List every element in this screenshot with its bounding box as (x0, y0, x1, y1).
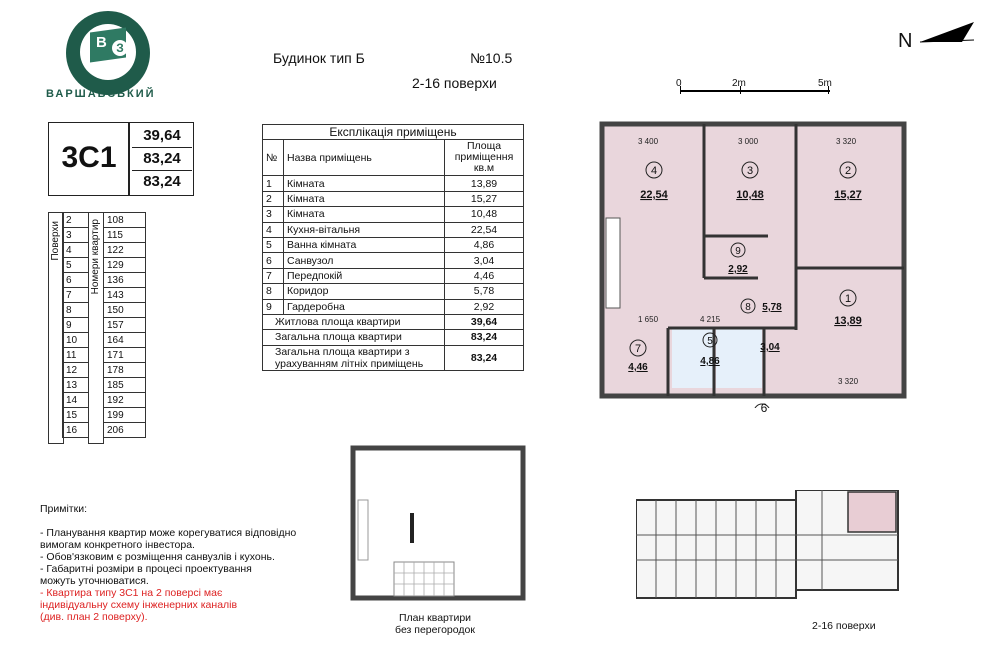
floor-number: 16 (63, 423, 89, 438)
number-label-cell (88, 212, 104, 444)
north-arrow-icon (918, 18, 976, 46)
room-no: 7 (263, 268, 284, 283)
explication-row (263, 268, 524, 283)
apartment-plan (598, 118, 910, 408)
room-area: 10,48 (445, 207, 524, 222)
north-label: N (898, 30, 913, 52)
plan-dim-2: 3 000 (738, 137, 759, 146)
explication-table (262, 124, 524, 371)
empty-plan-caption: План квартири без перегородок (395, 612, 475, 636)
explication-total-row (263, 330, 524, 345)
apartment-number: 157 (104, 318, 146, 333)
room-no: 5 (263, 237, 284, 252)
room-name: Кімната (284, 207, 445, 222)
apartment-number: 143 (104, 288, 146, 303)
apartment-number: 129 (104, 258, 146, 273)
plan-dim-10: 1 650 (638, 315, 659, 324)
explication-title: Експлікація приміщень (263, 125, 524, 140)
plan-dim-24: 3 320 (838, 377, 859, 386)
scale-label-5m: 5m (818, 78, 832, 89)
room-name: Коридор (284, 284, 445, 299)
total-value: 39,64 (445, 314, 524, 329)
room-1-num: 1 (844, 293, 852, 305)
brand-name: ВАРШАВСЬКИЙ (46, 88, 156, 100)
explication-row (263, 191, 524, 206)
logo-letter-2: З (112, 40, 128, 56)
floor-number: 3 (63, 228, 89, 243)
note-line: можуть уточнюватися. (40, 575, 149, 587)
explication-row (263, 176, 524, 191)
room-no: 9 (263, 299, 284, 314)
explication-row (263, 237, 524, 252)
floors-range: 2-16 поверхи (412, 75, 497, 91)
explication-total-row (263, 345, 524, 370)
room-9-area: 2,92 (728, 264, 748, 275)
room-5-num: 5 (707, 336, 713, 347)
col-name: Назва приміщень (284, 140, 445, 176)
room-2-area: 15,27 (834, 189, 862, 201)
room-name: Кімната (284, 191, 445, 206)
notes (40, 503, 310, 623)
plan-dim-1: 3 400 (638, 137, 659, 146)
plan-dim-3: 3 320 (836, 137, 857, 146)
floor-number: 6 (63, 273, 89, 288)
room-6-area: 3,04 (760, 342, 780, 353)
floor-plan-caption: 2-16 поверхи (812, 620, 876, 632)
room-area: 22,54 (445, 222, 524, 237)
room-1-area: 13,89 (834, 315, 862, 327)
room-name: Санвузол (284, 253, 445, 268)
apartments-column (103, 212, 146, 438)
room-area: 4,46 (445, 268, 524, 283)
room-no: 4 (263, 222, 284, 237)
apartment-number: 136 (104, 273, 146, 288)
apartment-number: 164 (104, 333, 146, 348)
room-area: 13,89 (445, 176, 524, 191)
room-5-area: 4,86 (700, 356, 720, 367)
room-no: 2 (263, 191, 284, 206)
room-area: 15,27 (445, 191, 524, 206)
room-area: 4,86 (445, 237, 524, 252)
floors-column (62, 212, 89, 438)
room-7-num: 7 (634, 343, 642, 355)
room-name: Ванна кімната (284, 237, 445, 252)
floor-number: 2 (63, 213, 89, 228)
apartment-number: 192 (104, 393, 146, 408)
apartment-code: 3С1 (61, 141, 117, 174)
room-8-area: 5,78 (762, 302, 782, 313)
code-divider (128, 122, 130, 195)
floor-label: Поверхи (50, 221, 61, 261)
floor-number: 7 (63, 288, 89, 303)
area-living: 39,64 (132, 124, 192, 148)
apartment-number: 150 (104, 303, 146, 318)
floor-number: 8 (63, 303, 89, 318)
explication-row (263, 299, 524, 314)
room-4-area: 22,54 (640, 189, 668, 201)
explication-row (263, 284, 524, 299)
room-name: Кімната (284, 176, 445, 191)
explication-row (263, 207, 524, 222)
total-value: 83,24 (445, 330, 524, 345)
room-3-area: 10,48 (736, 189, 764, 201)
apartment-number: 185 (104, 378, 146, 393)
building-type: Будинок тип Б (273, 50, 365, 66)
empty-apartment-plan (350, 445, 526, 601)
scale-label-2m: 2m (732, 78, 746, 89)
room-area: 2,92 (445, 299, 524, 314)
room-no: 3 (263, 207, 284, 222)
apartment-number: 171 (104, 348, 146, 363)
room-no: 6 (263, 253, 284, 268)
room-8-num: 8 (745, 302, 751, 313)
room-3-num: 3 (746, 165, 754, 177)
total-label: Загальна площа квартири з урахуванням літніх приміщень (263, 345, 445, 370)
apartment-number: 199 (104, 408, 146, 423)
total-value: 83,24 (445, 345, 524, 370)
room-name: Передпокій (284, 268, 445, 283)
note-line: - Планування квартир може корегуватися відповідно (40, 527, 297, 539)
note-red-line: (див. план 2 поверху). (40, 611, 148, 623)
axis-label: 6 (760, 401, 768, 415)
room-area: 5,78 (445, 284, 524, 299)
plan-dim-13: 4 215 (700, 315, 721, 324)
room-no: 8 (263, 284, 284, 299)
scale-label-0: 0 (676, 78, 682, 89)
total-label: Загальна площа квартири (263, 330, 445, 345)
explication-row (263, 222, 524, 237)
room-2-num: 2 (844, 165, 852, 177)
floor-number: 5 (63, 258, 89, 273)
floor-number: 14 (63, 393, 89, 408)
total-label: Житлова площа квартири (263, 314, 445, 329)
floor-number: 4 (63, 243, 89, 258)
notes-title: Примітки: (40, 503, 87, 515)
apartment-number: 178 (104, 363, 146, 378)
floor-plan-highlight (848, 492, 896, 532)
building-number: №10.5 (470, 50, 513, 66)
note-red-line: - Квартира типу 3С1 на 2 поверсі має (40, 587, 223, 599)
note-line: - Обов'язковим є розміщення санвузлів і кухонь. (40, 551, 275, 563)
room-4-num: 4 (650, 165, 658, 177)
room-name: Кухня-вітальня (284, 222, 445, 237)
floor-number: 10 (63, 333, 89, 348)
col-no: № (263, 140, 284, 176)
floor-number: 15 (63, 408, 89, 423)
floor-number: 9 (63, 318, 89, 333)
room-area: 3,04 (445, 253, 524, 268)
note-line: - Габаритні розміри в процесі проектування (40, 563, 252, 575)
apartment-number: 108 (104, 213, 146, 228)
toilet-tile (716, 328, 762, 388)
apartment-number: 115 (104, 228, 146, 243)
explication-row (263, 253, 524, 268)
room-name: Гардеробна (284, 299, 445, 314)
scale-bar (680, 90, 830, 92)
floor-plan (636, 490, 900, 602)
explication-total-row (263, 314, 524, 329)
area-total: 83,24 (132, 147, 192, 171)
note-line: вимогам конкретного інвестора. (40, 539, 195, 551)
col-area: Площа приміщення кв.м (445, 140, 524, 176)
area-total-summer: 83,24 (143, 173, 181, 190)
logo-letter-1: В (96, 34, 107, 51)
floor-number: 12 (63, 363, 89, 378)
number-label: Номери квартир (90, 219, 101, 295)
room-no: 1 (263, 176, 284, 191)
room-7-area: 4,46 (628, 362, 648, 373)
note-red-line: індивідуальну схему інженерних каналів (40, 599, 238, 611)
floor-number: 13 (63, 378, 89, 393)
room-9-num: 9 (735, 246, 741, 257)
floor-number: 11 (63, 348, 89, 363)
apartment-number: 206 (104, 423, 146, 438)
apartment-number: 122 (104, 243, 146, 258)
